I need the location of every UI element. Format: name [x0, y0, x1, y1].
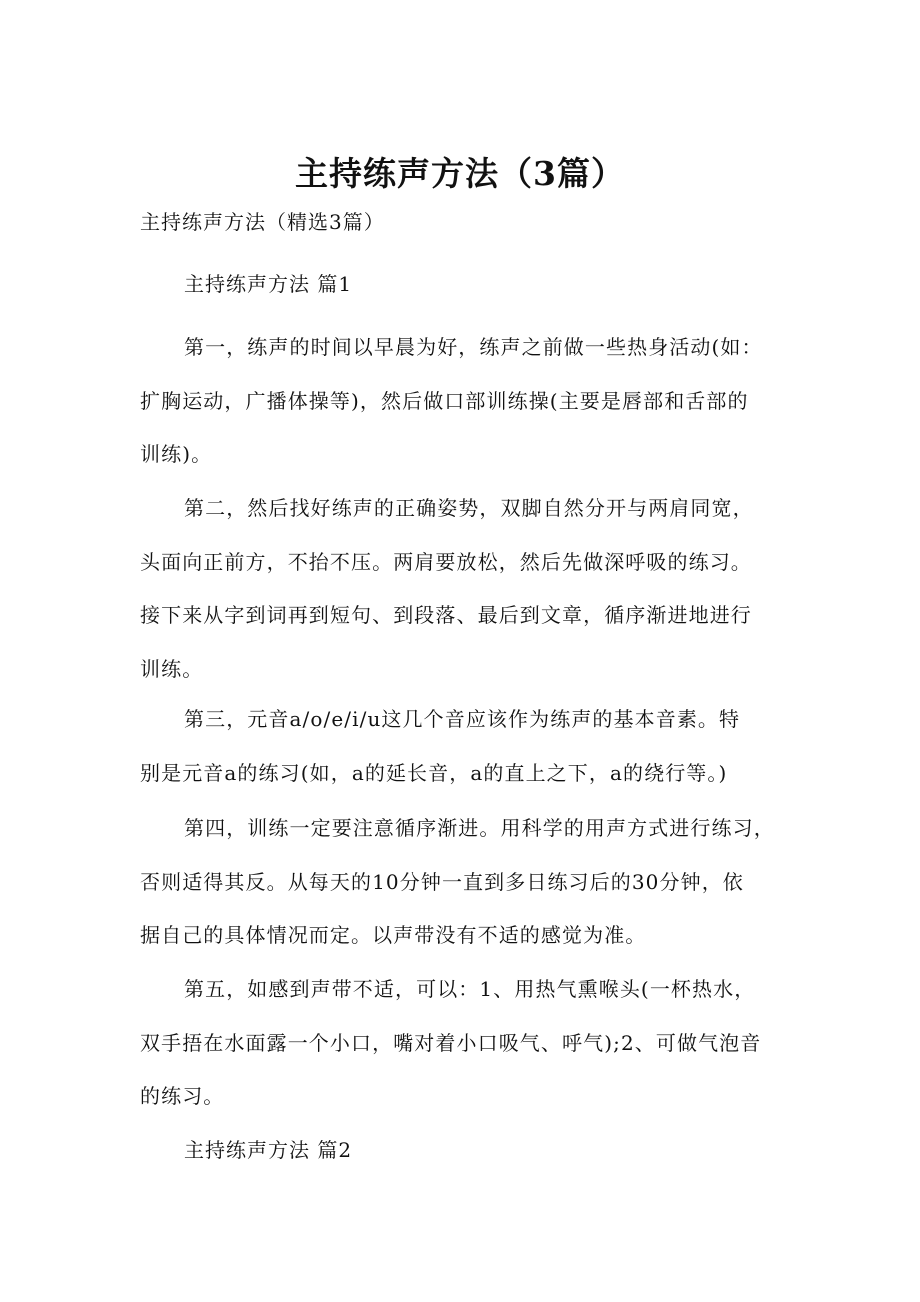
paragraph-line: 据自己的具体情况而定。以声带没有不适的感觉为准。 [140, 923, 647, 948]
paragraph-line: 否则适得其反。从每天的10分钟一直到多日练习后的30分钟，依 [140, 869, 744, 894]
section-heading-1: 主持练声方法 篇1 [184, 272, 353, 296]
paragraph-line: 双手捂在水面露一个小口，嘴对着小口吸气、呼气);2、可做气泡音 [140, 1030, 762, 1055]
paragraph-line: 扩胸运动，广播体操等)，然后做口部训练操(主要是唇部和舌部的 [140, 388, 749, 413]
paragraph-2 [140, 482, 820, 696]
section-heading-2: 主持练声方法 篇2 [184, 1138, 353, 1162]
paragraph-line: 接下来从字到词再到短句、到段落、最后到文章，循序渐进地进行 [140, 603, 752, 628]
document-title: 主持练声方法（3篇） [295, 154, 625, 193]
paragraph-line: 别是元音a的练习(如，a的延长音，a的直上之下，a的绕行等。) [140, 760, 728, 785]
paragraph-4 [140, 802, 820, 963]
document-subtitle: 主持练声方法（精选3篇） [140, 210, 385, 234]
paragraph-3 [140, 693, 820, 800]
paragraph-5 [140, 963, 820, 1124]
paragraph-line: 第一，练声的时间以早晨为好，练声之前做一些热身活动(如： [184, 335, 763, 359]
paragraph-1 [140, 321, 820, 482]
paragraph-line: 第四，训练一定要注意循序渐进。用科学的用声方式进行练习， [184, 816, 775, 840]
paragraph-line: 训练)。 [140, 442, 213, 467]
paragraph-line: 第五，如感到声带不适，可以：1、用热气熏喉头(一杯热水， [184, 977, 756, 1001]
paragraph-line: 头面向正前方，不抬不压。两肩要放松，然后先做深呼吸的练习。 [140, 549, 752, 574]
paragraph-line: 第三，元音a/o/e/i/u这几个音应该作为练声的基本音素。特 [184, 707, 741, 731]
paragraph-line: 训练。 [140, 656, 204, 681]
paragraph-line: 的练习。 [140, 1084, 225, 1109]
paragraph-line: 第二，然后找好练声的正确姿势，双脚自然分开与两肩同宽， [184, 496, 754, 520]
